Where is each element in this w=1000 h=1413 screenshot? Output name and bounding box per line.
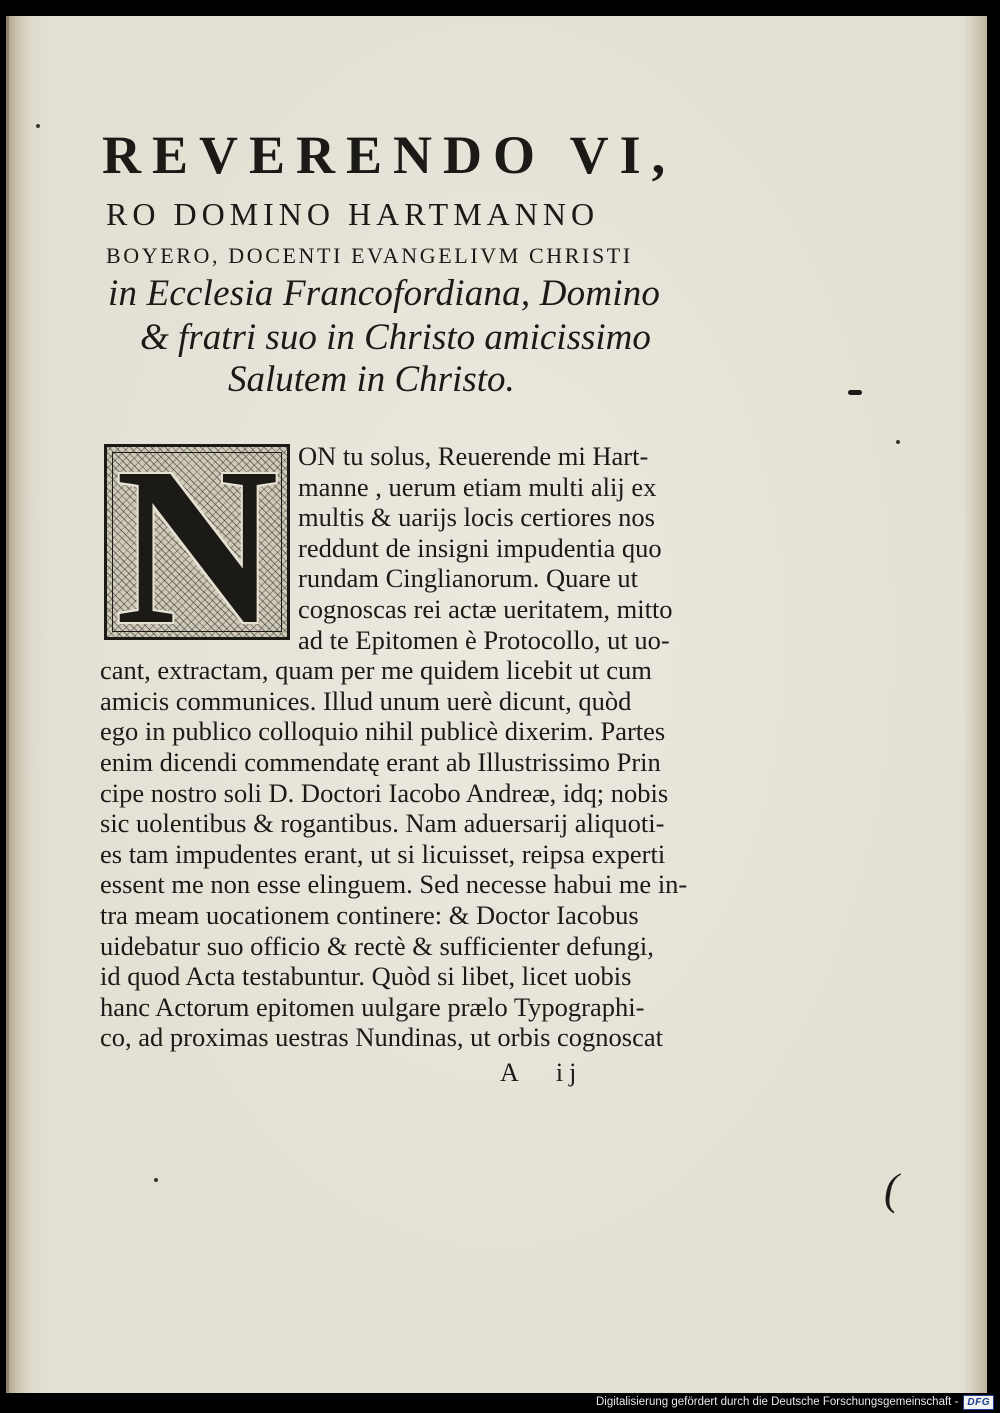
- body-line: ego in publico colloquio nihil publicè dixerim. Partes: [100, 716, 666, 747]
- signature-mark: A ij: [500, 1058, 583, 1087]
- body-line: hanc Actorum epitomen uulgare prælo Typographi-: [100, 991, 645, 1022]
- initial-letter: N: [115, 444, 279, 640]
- body-line: amicis communices. Illud unum uerè dicunt, quòd: [100, 685, 632, 716]
- body-line: cant, extractam, quam per me quidem licebit ut cum: [100, 655, 652, 686]
- ink-mark: [848, 390, 862, 395]
- speck: [896, 440, 900, 444]
- body-line: uidebatur suo officio & rectè & sufficienter defungi,: [100, 930, 654, 961]
- body-line: id quod Acta testabuntur. Quòd si libet, licet uobis: [100, 961, 632, 992]
- ink-stroke: (: [884, 1165, 899, 1214]
- heading-line-2: RO DOMINO HARTMANNO: [106, 196, 600, 232]
- speck: [154, 1178, 158, 1182]
- body-line: ad te Epitomen è Protocollo, ut uo-: [298, 624, 670, 655]
- heading-line-5: & fratri suo in Christo amicissimo: [140, 317, 651, 358]
- body-line: cognoscas rei actæ ueritatem, mitto: [298, 594, 673, 624]
- body-line: enim dicendi commendatę erant ab Illustrissimo Prin: [100, 747, 661, 777]
- body-line: rundam Cinglianorum. Quare ut: [298, 563, 639, 594]
- footer: [596, 1393, 994, 1411]
- decorated-initial: [104, 444, 290, 640]
- footer-text: Digitalisierung gefördert durch die Deutsche Forschungsgemeinschaft -: [595, 1396, 959, 1408]
- body-line: ON tu solus, Reuerende mi Hart-: [298, 441, 649, 471]
- body-line: essent me non esse elinguem. Sed necesse habui me in-: [100, 869, 688, 900]
- heading-line-1: REVERENDO VI,: [102, 125, 677, 185]
- body-line: multis & uarijs locis certiores nos: [298, 502, 655, 533]
- body-line: sic uolentibus & rogantibus. Nam aduersarij aliquoti-: [100, 808, 665, 839]
- body-line: co, ad proximas uestras Nundinas, ut orbis cognoscat: [100, 1022, 664, 1053]
- dfg-logo-icon: DFG: [963, 1395, 994, 1410]
- speck: [36, 124, 40, 128]
- body-line: reddunt de insigni impudentia quo: [298, 532, 662, 563]
- body-line: tra meam uocationem continere: & Doctor Iacobus: [100, 900, 639, 930]
- body-line: cipe nostro soli D. Doctori Iacobo Andreæ, idq; nobis: [100, 777, 669, 808]
- body-line: manne , uerum etiam multi alij ex: [298, 471, 657, 502]
- heading-line-4: in Ecclesia Francofordiana, Domino: [108, 273, 661, 314]
- heading-line-6: Salutem in Christo.: [228, 359, 515, 400]
- heading-line-3: BOYERO, DOCENTI EVANGELIVM CHRISTI: [106, 243, 633, 268]
- body-line: es tam impudentes erant, ut si licuisset, reipsa experti: [100, 838, 666, 869]
